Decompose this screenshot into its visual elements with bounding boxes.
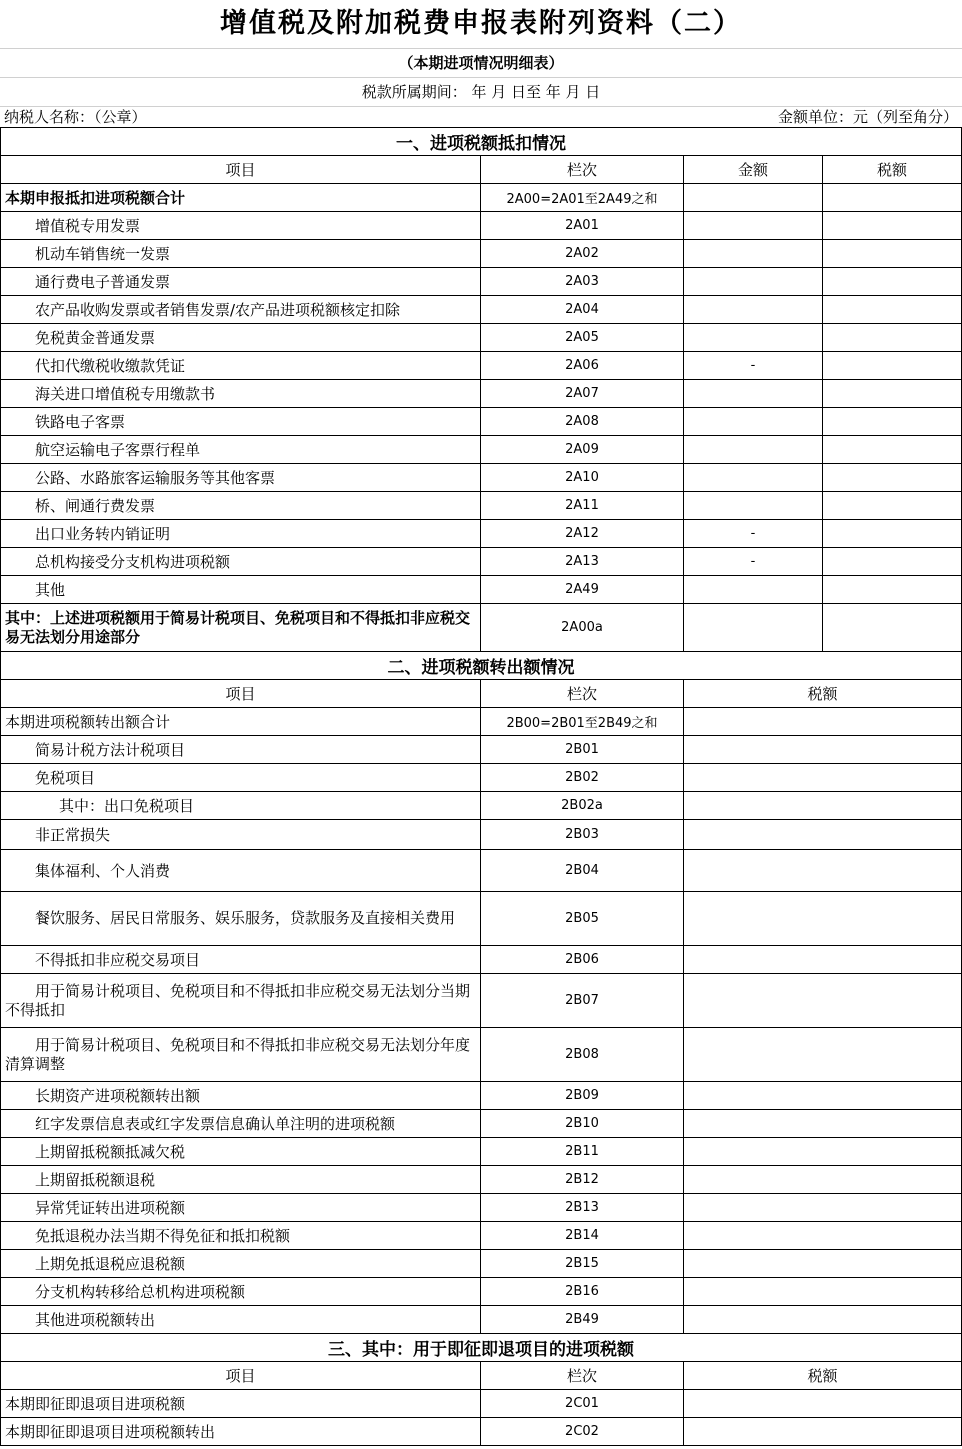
tax-cell bbox=[684, 1390, 962, 1418]
amount-unit-label: 金额单位：元（列至角分） bbox=[777, 108, 958, 126]
tax-cell bbox=[684, 764, 962, 792]
tax-cell bbox=[684, 1194, 962, 1222]
tax-cell bbox=[684, 1082, 962, 1110]
code-cell: 2B49 bbox=[481, 1306, 684, 1334]
table-row bbox=[1, 1166, 962, 1194]
table-row bbox=[1, 850, 962, 892]
code-cell: 2A13 bbox=[481, 548, 684, 576]
code-cell: 2B15 bbox=[481, 1250, 684, 1278]
column-header-row bbox=[1, 1362, 962, 1390]
table-row bbox=[1, 380, 962, 408]
item-cell: 长期资产进项税额转出额 bbox=[1, 1082, 481, 1110]
table-row bbox=[1, 1250, 962, 1278]
table-row bbox=[1, 1390, 962, 1418]
table-row bbox=[1, 240, 962, 268]
tax-cell bbox=[823, 212, 962, 240]
code-cell: 2B06 bbox=[481, 946, 684, 974]
table-row bbox=[1, 1418, 962, 1446]
table-row bbox=[1, 324, 962, 352]
amount-cell bbox=[684, 492, 823, 520]
code-cell: 2A06 bbox=[481, 352, 684, 380]
table-row bbox=[1, 520, 962, 548]
form-title: 增值税及附加税费申报表附列资料（二） bbox=[220, 8, 742, 39]
code-cell: 2A00=2A01至2A49之和 bbox=[481, 184, 684, 212]
code-cell: 2A07 bbox=[481, 380, 684, 408]
code-cell: 2B13 bbox=[481, 1194, 684, 1222]
table-row bbox=[1, 792, 962, 820]
table-row bbox=[1, 1028, 962, 1082]
code-cell: 2B12 bbox=[481, 1166, 684, 1194]
table-row bbox=[1, 212, 962, 240]
item-cell: 上期留抵税额退税 bbox=[1, 1166, 481, 1194]
item-cell: 非正常损失 bbox=[1, 820, 481, 850]
item-cell: 上期免抵退税应退税额 bbox=[1, 1250, 481, 1278]
tax-header: 税额 bbox=[823, 156, 962, 184]
code-cell: 2C01 bbox=[481, 1390, 684, 1418]
code-cell: 2B14 bbox=[481, 1222, 684, 1250]
tax-cell bbox=[684, 1028, 962, 1082]
item-cell: 用于简易计税项目、免税项目和不得抵扣非应税交易无法划分年度清算调整 bbox=[1, 1028, 481, 1082]
item-header: 项目 bbox=[1, 1362, 481, 1390]
code-cell: 2B09 bbox=[481, 1082, 684, 1110]
item-header: 项目 bbox=[1, 156, 481, 184]
code-cell: 2B02a bbox=[481, 792, 684, 820]
code-cell: 2A02 bbox=[481, 240, 684, 268]
code-cell: 2A00a bbox=[481, 604, 684, 652]
code-cell: 2A10 bbox=[481, 464, 684, 492]
item-cell: 免税项目 bbox=[1, 764, 481, 792]
taxpayer-name-label: 纳税人名称：（公章） bbox=[4, 108, 147, 126]
table-row bbox=[1, 708, 962, 736]
amount-cell bbox=[684, 324, 823, 352]
amount-cell bbox=[684, 184, 823, 212]
item-cell: 航空运输电子客票行程单 bbox=[1, 436, 481, 464]
table-row bbox=[1, 464, 962, 492]
code-cell: 2B02 bbox=[481, 764, 684, 792]
code-cell: 2A11 bbox=[481, 492, 684, 520]
tax-cell bbox=[684, 974, 962, 1028]
item-cell: 免税黄金普通发票 bbox=[1, 324, 481, 352]
table-row bbox=[1, 352, 962, 380]
item-cell: 免抵退税办法当期不得免征和抵扣税额 bbox=[1, 1222, 481, 1250]
table-row bbox=[1, 436, 962, 464]
table-row bbox=[1, 408, 962, 436]
table-row bbox=[1, 946, 962, 974]
item-cell: 上期留抵税额抵减欠税 bbox=[1, 1138, 481, 1166]
table-row bbox=[1, 1194, 962, 1222]
tax-period: 税款所属期间： 年 月 日至 年 月 日 bbox=[0, 77, 962, 106]
code-cell: 2A01 bbox=[481, 212, 684, 240]
code-header: 栏次 bbox=[481, 1362, 684, 1390]
code-cell: 2B01 bbox=[481, 736, 684, 764]
item-cell: 红字发票信息表或红字发票信息确认单注明的进项税额 bbox=[1, 1110, 481, 1138]
tax-cell bbox=[684, 1250, 962, 1278]
code-cell: 2A12 bbox=[481, 520, 684, 548]
section-1-title: 一、进项税额抵扣情况 bbox=[1, 128, 962, 156]
table-row bbox=[1, 184, 962, 212]
item-cell: 简易计税方法计税项目 bbox=[1, 736, 481, 764]
tax-cell bbox=[684, 850, 962, 892]
column-header-row bbox=[1, 156, 962, 184]
tax-cell bbox=[823, 240, 962, 268]
table-row bbox=[1, 296, 962, 324]
section-title-row bbox=[1, 128, 962, 156]
table-row bbox=[1, 1082, 962, 1110]
taxpayer-line bbox=[0, 106, 962, 127]
section-title-row bbox=[1, 1334, 962, 1362]
code-cell: 2B03 bbox=[481, 820, 684, 850]
item-cell: 其他进项税额转出 bbox=[1, 1306, 481, 1334]
tax-cell bbox=[823, 464, 962, 492]
item-cell: 海关进口增值税专用缴款书 bbox=[1, 380, 481, 408]
table-row bbox=[1, 548, 962, 576]
item-cell: 分支机构转移给总机构进项税额 bbox=[1, 1278, 481, 1306]
tax-cell bbox=[684, 946, 962, 974]
tax-cell bbox=[823, 408, 962, 436]
tax-cell bbox=[684, 1166, 962, 1194]
amount-cell bbox=[684, 212, 823, 240]
code-cell: 2A04 bbox=[481, 296, 684, 324]
tax-cell bbox=[823, 492, 962, 520]
tax-cell bbox=[823, 352, 962, 380]
item-header: 项目 bbox=[1, 680, 481, 708]
tax-cell bbox=[823, 324, 962, 352]
table-row bbox=[1, 576, 962, 604]
item-cell: 本期进项税额转出额合计 bbox=[1, 708, 481, 736]
amount-cell bbox=[684, 240, 823, 268]
tax-cell bbox=[823, 576, 962, 604]
table-row bbox=[1, 604, 962, 652]
item-cell: 铁路电子客票 bbox=[1, 408, 481, 436]
table-row bbox=[1, 268, 962, 296]
amount-cell: - bbox=[684, 352, 823, 380]
tax-cell bbox=[684, 820, 962, 850]
tax-cell bbox=[684, 736, 962, 764]
item-cell: 本期申报抵扣进项税额合计 bbox=[1, 184, 481, 212]
amount-cell bbox=[684, 296, 823, 324]
amount-cell bbox=[684, 268, 823, 296]
amount-header: 金额 bbox=[684, 156, 823, 184]
code-cell: 2A05 bbox=[481, 324, 684, 352]
tax-cell bbox=[684, 1222, 962, 1250]
table-row bbox=[1, 1110, 962, 1138]
table-row bbox=[1, 974, 962, 1028]
tax-cell bbox=[823, 296, 962, 324]
item-cell: 餐饮服务、居民日常服务、娱乐服务，贷款服务及直接相关费用 bbox=[1, 892, 481, 946]
item-cell: 其中：出口免税项目 bbox=[1, 792, 481, 820]
code-cell: 2B11 bbox=[481, 1138, 684, 1166]
item-cell: 通行费电子普通发票 bbox=[1, 268, 481, 296]
code-cell: 2B05 bbox=[481, 892, 684, 946]
amount-cell bbox=[684, 380, 823, 408]
tax-cell bbox=[684, 1306, 962, 1334]
item-cell: 总机构接受分支机构进项税额 bbox=[1, 548, 481, 576]
code-cell: 2A49 bbox=[481, 576, 684, 604]
item-cell: 增值税专用发票 bbox=[1, 212, 481, 240]
item-cell: 桥、闸通行费发票 bbox=[1, 492, 481, 520]
tax-cell bbox=[684, 1418, 962, 1446]
tax-cell bbox=[684, 1138, 962, 1166]
tax-cell bbox=[823, 184, 962, 212]
tax-cell bbox=[823, 380, 962, 408]
amount-cell bbox=[684, 464, 823, 492]
code-header: 栏次 bbox=[481, 156, 684, 184]
item-cell: 代扣代缴税收缴款凭证 bbox=[1, 352, 481, 380]
form-subtitle: （本期进项情况明细表） bbox=[0, 48, 962, 77]
code-cell: 2A03 bbox=[481, 268, 684, 296]
item-cell: 其他 bbox=[1, 576, 481, 604]
amount-cell bbox=[684, 436, 823, 464]
table-row bbox=[1, 1222, 962, 1250]
detail-table bbox=[0, 127, 962, 1446]
item-cell: 农产品收购发票或者销售发票/农产品进项税额核定扣除 bbox=[1, 296, 481, 324]
code-cell: 2A08 bbox=[481, 408, 684, 436]
tax-cell bbox=[684, 1278, 962, 1306]
amount-cell bbox=[684, 604, 823, 652]
tax-cell bbox=[684, 892, 962, 946]
item-cell: 本期即征即退项目进项税额转出 bbox=[1, 1418, 481, 1446]
tax-cell bbox=[823, 604, 962, 652]
table-row bbox=[1, 1306, 962, 1334]
table-row bbox=[1, 492, 962, 520]
item-cell: 出口业务转内销证明 bbox=[1, 520, 481, 548]
item-cell: 公路、水路旅客运输服务等其他客票 bbox=[1, 464, 481, 492]
tax-cell bbox=[823, 436, 962, 464]
table-row bbox=[1, 1138, 962, 1166]
amount-cell: - bbox=[684, 548, 823, 576]
item-cell: 集体福利、个人消费 bbox=[1, 850, 481, 892]
tax-header: 税额 bbox=[684, 1362, 962, 1390]
code-cell: 2B00=2B01至2B49之和 bbox=[481, 708, 684, 736]
section-2-title: 二、进项税额转出额情况 bbox=[1, 652, 962, 680]
code-cell: 2B16 bbox=[481, 1278, 684, 1306]
item-cell: 其中：上述进项税额用于简易计税项目、免税项目和不得抵扣非应税交易无法划分用途部分 bbox=[1, 604, 481, 652]
item-cell: 机动车销售统一发票 bbox=[1, 240, 481, 268]
section-3-title: 三、其中：用于即征即退项目的进项税额 bbox=[1, 1334, 962, 1362]
tax-cell bbox=[823, 268, 962, 296]
section-title-row bbox=[1, 652, 962, 680]
code-header: 栏次 bbox=[481, 680, 684, 708]
item-cell: 异常凭证转出进项税额 bbox=[1, 1194, 481, 1222]
tax-header: 税额 bbox=[684, 680, 962, 708]
table-row bbox=[1, 1278, 962, 1306]
column-header-row bbox=[1, 680, 962, 708]
item-cell: 本期即征即退项目进项税额 bbox=[1, 1390, 481, 1418]
code-cell: 2A09 bbox=[481, 436, 684, 464]
code-cell: 2B10 bbox=[481, 1110, 684, 1138]
amount-cell: - bbox=[684, 520, 823, 548]
tax-cell bbox=[823, 548, 962, 576]
code-cell: 2B08 bbox=[481, 1028, 684, 1082]
tax-cell bbox=[684, 708, 962, 736]
tax-cell bbox=[684, 792, 962, 820]
code-cell: 2C02 bbox=[481, 1418, 684, 1446]
tax-cell bbox=[823, 520, 962, 548]
table-row bbox=[1, 820, 962, 850]
code-cell: 2B04 bbox=[481, 850, 684, 892]
table-row bbox=[1, 764, 962, 792]
amount-cell bbox=[684, 408, 823, 436]
item-cell: 用于简易计税项目、免税项目和不得抵扣非应税交易无法划分当期不得抵扣 bbox=[1, 974, 481, 1028]
table-row bbox=[1, 892, 962, 946]
tax-cell bbox=[684, 1110, 962, 1138]
item-cell: 不得抵扣非应税交易项目 bbox=[1, 946, 481, 974]
amount-cell bbox=[684, 576, 823, 604]
table-row bbox=[1, 736, 962, 764]
code-cell: 2B07 bbox=[481, 974, 684, 1028]
